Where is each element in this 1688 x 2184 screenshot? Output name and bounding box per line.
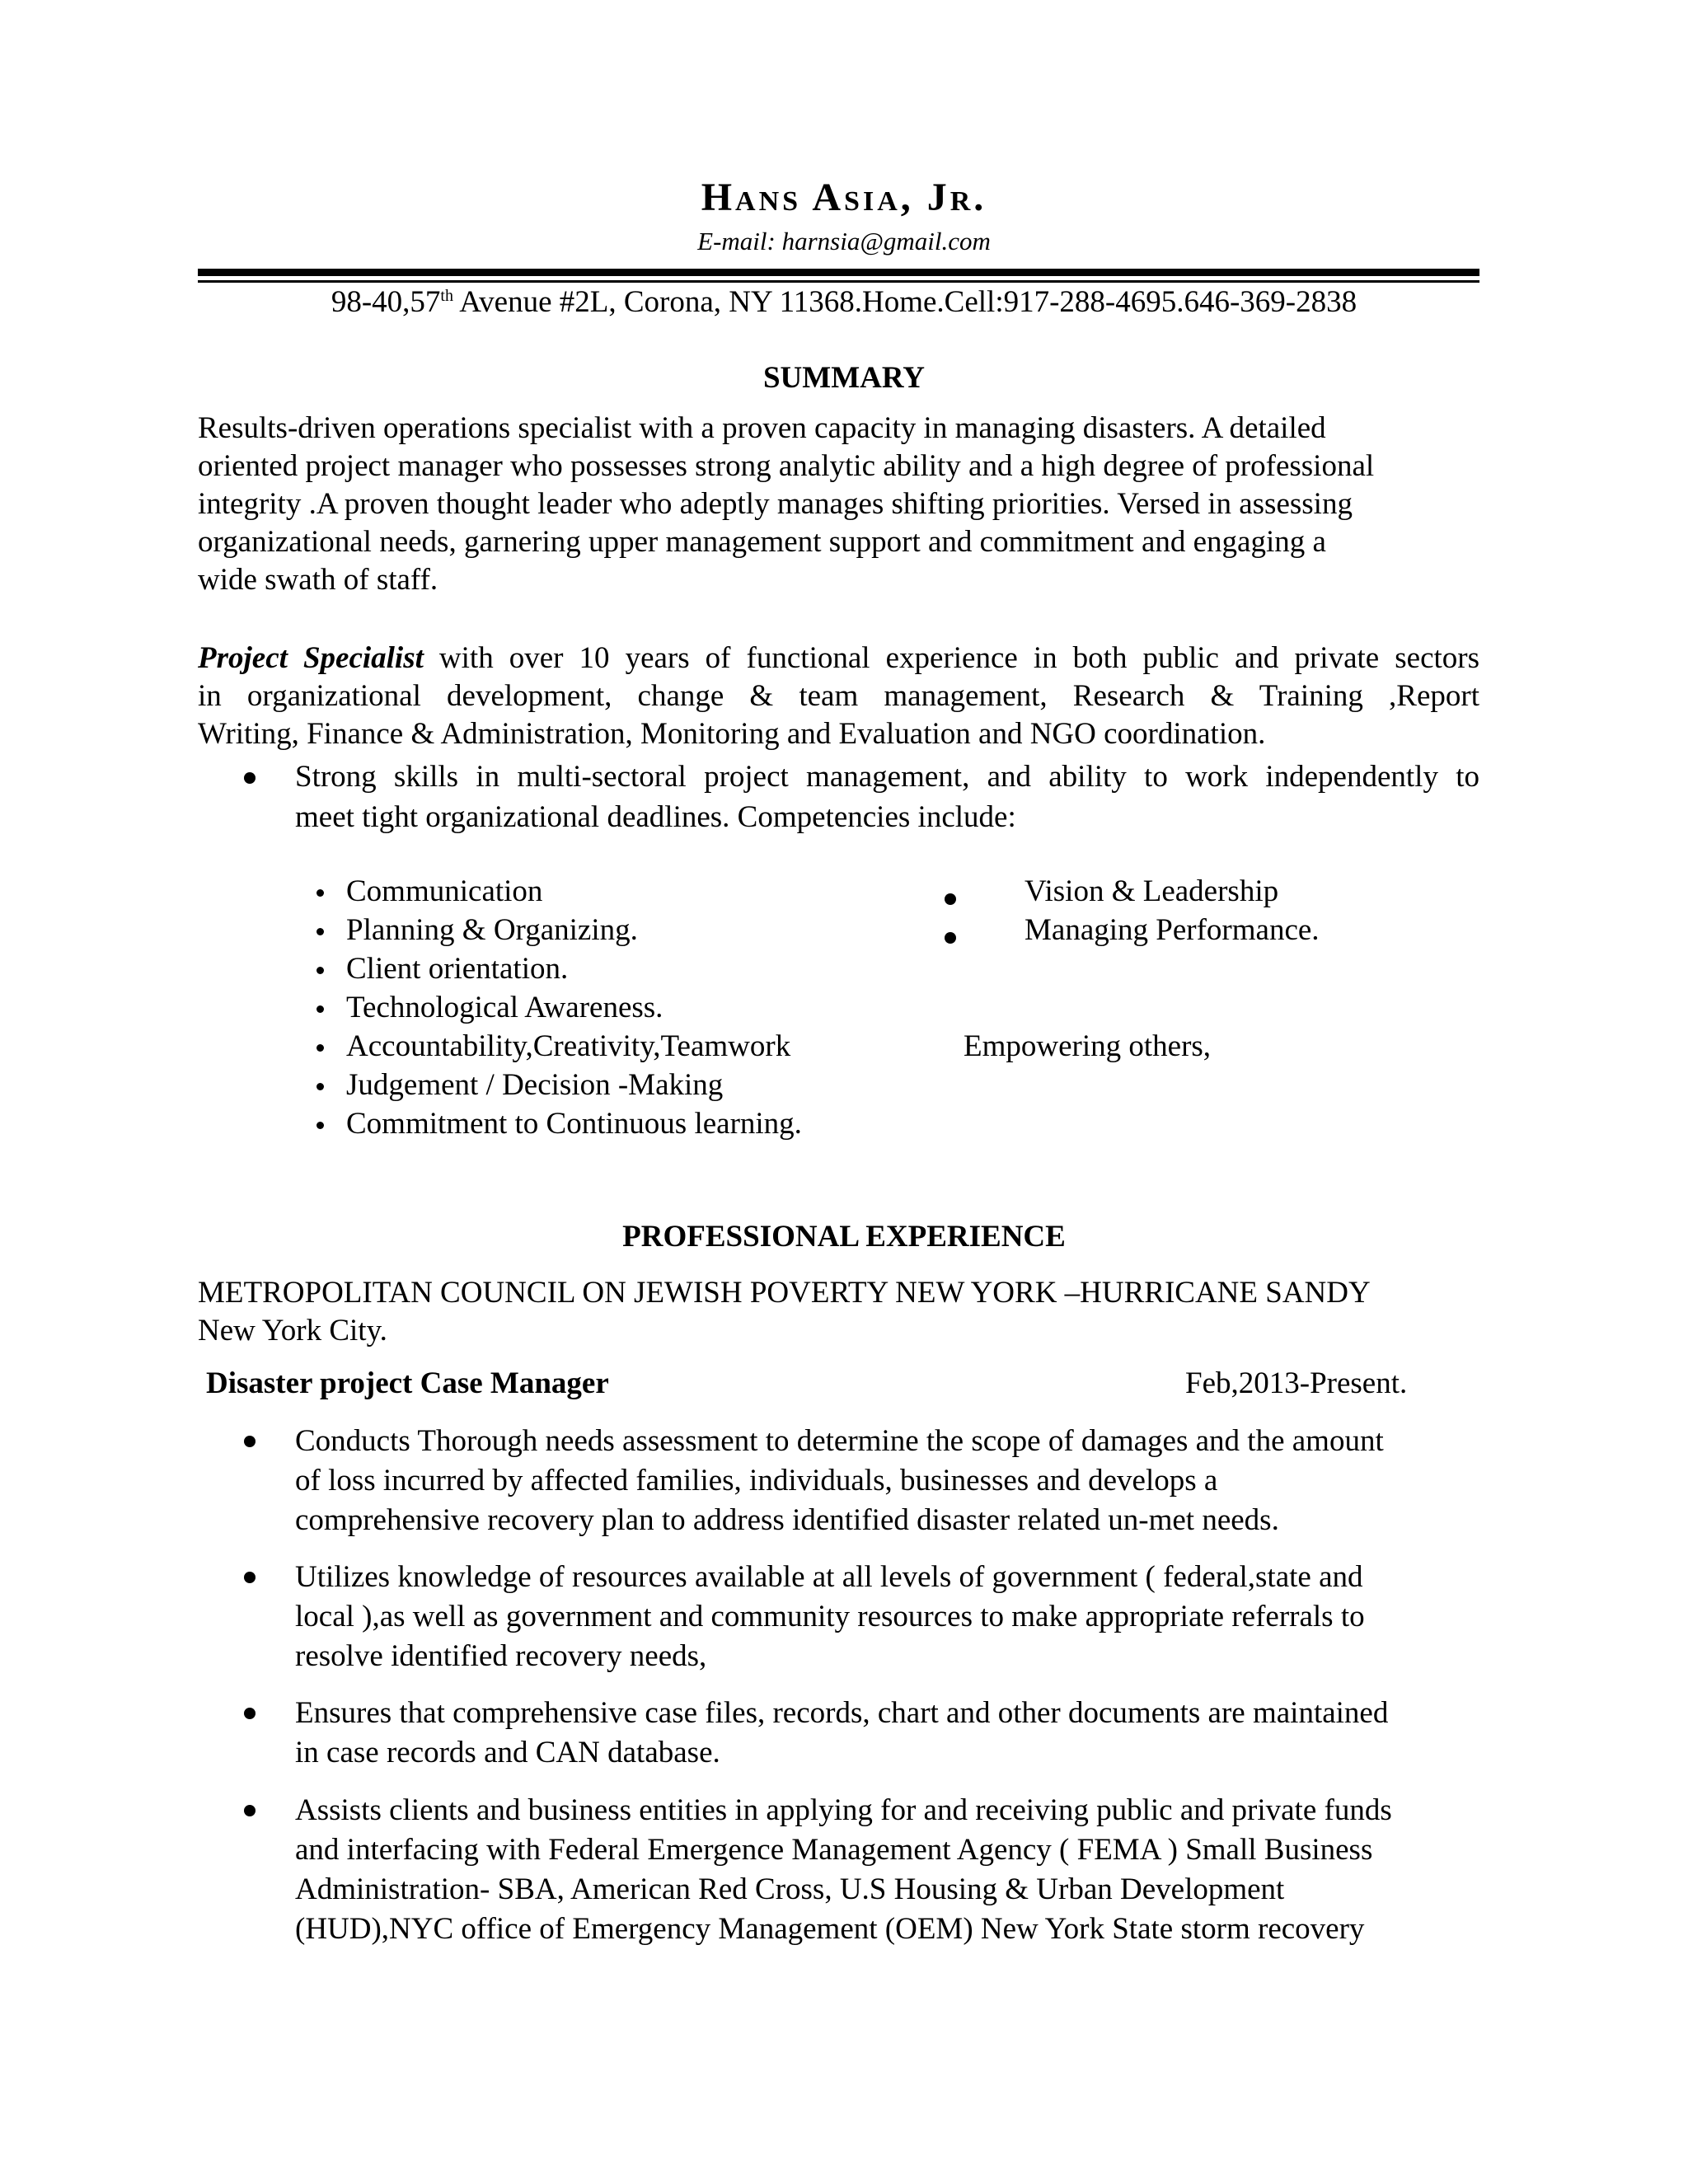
- duty-line: comprehensive recovery plan to address identified disaster related un-met needs.: [295, 1503, 1279, 1537]
- competency-item: Empowering others,: [964, 1029, 1212, 1063]
- duty-line: Conducts Thorough needs assessment to determine the scope of damages and the amount: [295, 1424, 1384, 1458]
- bullet-icon: [316, 889, 324, 897]
- specialist-paragraph: [198, 640, 1479, 753]
- bullet-icon: [945, 932, 956, 944]
- duty-line: Ensures that comprehensive case files, records, chart and other documents are maintained: [295, 1696, 1389, 1730]
- bullet-icon: [244, 1572, 256, 1583]
- competency-item: Planning & Organizing.: [346, 913, 638, 947]
- organization-location: New York City.: [198, 1314, 387, 1347]
- skills-line: Strong skills in multi-sectoral project management, and ability to work independently to: [295, 760, 1479, 794]
- email-line: E-mail: harnsia@gmail.com: [697, 227, 991, 255]
- skills-line: meet tight organizational deadlines. Competencies include:: [295, 800, 1016, 834]
- competency-item: Technological Awareness.: [346, 991, 663, 1024]
- bullet-icon: [316, 1044, 324, 1052]
- summary-line: organizational needs, garnering upper management support and commitment and engaging a: [198, 525, 1326, 559]
- duty-line: and interfacing with Federal Emergence Management Agency ( FEMA ) Small Business: [295, 1833, 1373, 1867]
- summary-line: integrity .A proven thought leader who adeptly manages shifting priorities. Versed in assessing: [198, 487, 1353, 521]
- competency-item: Commitment to Continuous learning.: [346, 1107, 802, 1141]
- bullet-icon: [244, 1708, 256, 1719]
- skills-bullet: [295, 758, 1479, 837]
- header-rule-thin: [198, 280, 1479, 283]
- duty-line: of loss incurred by affected families, individuals, businesses and develops a: [295, 1464, 1218, 1497]
- bullet-icon: [244, 1436, 256, 1447]
- address-superscript: th: [440, 287, 453, 305]
- duty-line: resolve identified recovery needs,: [295, 1639, 707, 1673]
- bullet-icon: [316, 967, 324, 974]
- competency-item: Vision & Leadership: [1025, 874, 1279, 908]
- specialist-line: in organizational development, change & team management, Research & Training ,Report: [198, 679, 1479, 713]
- competency-item: Communication: [346, 874, 543, 908]
- summary-line: oriented project manager who possesses strong analytic ability and a high degree of professional: [198, 449, 1375, 483]
- competency-item: Judgement / Decision -Making: [346, 1068, 724, 1102]
- address-line: [0, 284, 1688, 321]
- duty-line: Administration- SBA, American Red Cross, U.S Housing & Urban Development: [295, 1872, 1285, 1906]
- summary-heading: SUMMARY: [762, 361, 925, 395]
- specialist-lead: Project Specialist: [198, 641, 424, 675]
- duty-line: in case records and CAN database.: [295, 1736, 720, 1769]
- bullet-icon: [316, 928, 324, 935]
- competency-item: Client orientation.: [346, 952, 569, 986]
- duty-line: local ),as well as government and community resources to make appropriate referrals to: [295, 1600, 1365, 1633]
- bullet-icon: [945, 893, 956, 905]
- address-part-2: Avenue #2L, Corona, NY 11368.Home.Cell:917-288-4695.646-369-2838: [452, 285, 1357, 319]
- job-title: Disaster project Case Manager: [206, 1366, 609, 1400]
- summary-line: Results-driven operations specialist with a proven capacity in managing disasters. A detailed: [198, 411, 1326, 445]
- duty-line: Assists clients and business entities in applying for and receiving public and private funds: [295, 1793, 1392, 1827]
- summary-line: wide swath of staff.: [198, 563, 438, 597]
- experience-heading: PROFESSIONAL EXPERIENCE: [622, 1220, 1066, 1254]
- bullet-icon: [244, 772, 256, 784]
- bullet-icon: [316, 1005, 324, 1013]
- duty-line: Utilizes knowledge of resources available at all levels of government ( federal,state and: [295, 1560, 1363, 1594]
- candidate-name: Hans Asia, Jr.: [701, 176, 987, 219]
- competency-item: Accountability,Creativity,Teamwork: [346, 1029, 791, 1063]
- summary-paragraph: [198, 410, 1479, 599]
- duty-line: (HUD),NYC office of Emergency Management (OEM) New York State storm recovery: [295, 1912, 1365, 1946]
- specialist-line: [198, 640, 1479, 677]
- bullet-icon: [316, 1083, 324, 1090]
- competency-item: Managing Performance.: [1025, 913, 1320, 947]
- job-date: Feb,2013-Present.: [1185, 1366, 1408, 1400]
- bullet-icon: [244, 1805, 256, 1816]
- specialist-line-rest: with over 10 years of functional experience in both public and private sectors: [423, 641, 1479, 675]
- address-part-1: 98-40,57: [331, 285, 441, 319]
- header-rule-thick: [198, 269, 1479, 276]
- organization-name: METROPOLITAN COUNCIL ON JEWISH POVERTY NEW YORK –HURRICANE SANDY: [198, 1276, 1371, 1310]
- specialist-line: Writing, Finance & Administration, Monitoring and Evaluation and NGO coordination.: [198, 717, 1266, 751]
- bullet-icon: [316, 1122, 324, 1129]
